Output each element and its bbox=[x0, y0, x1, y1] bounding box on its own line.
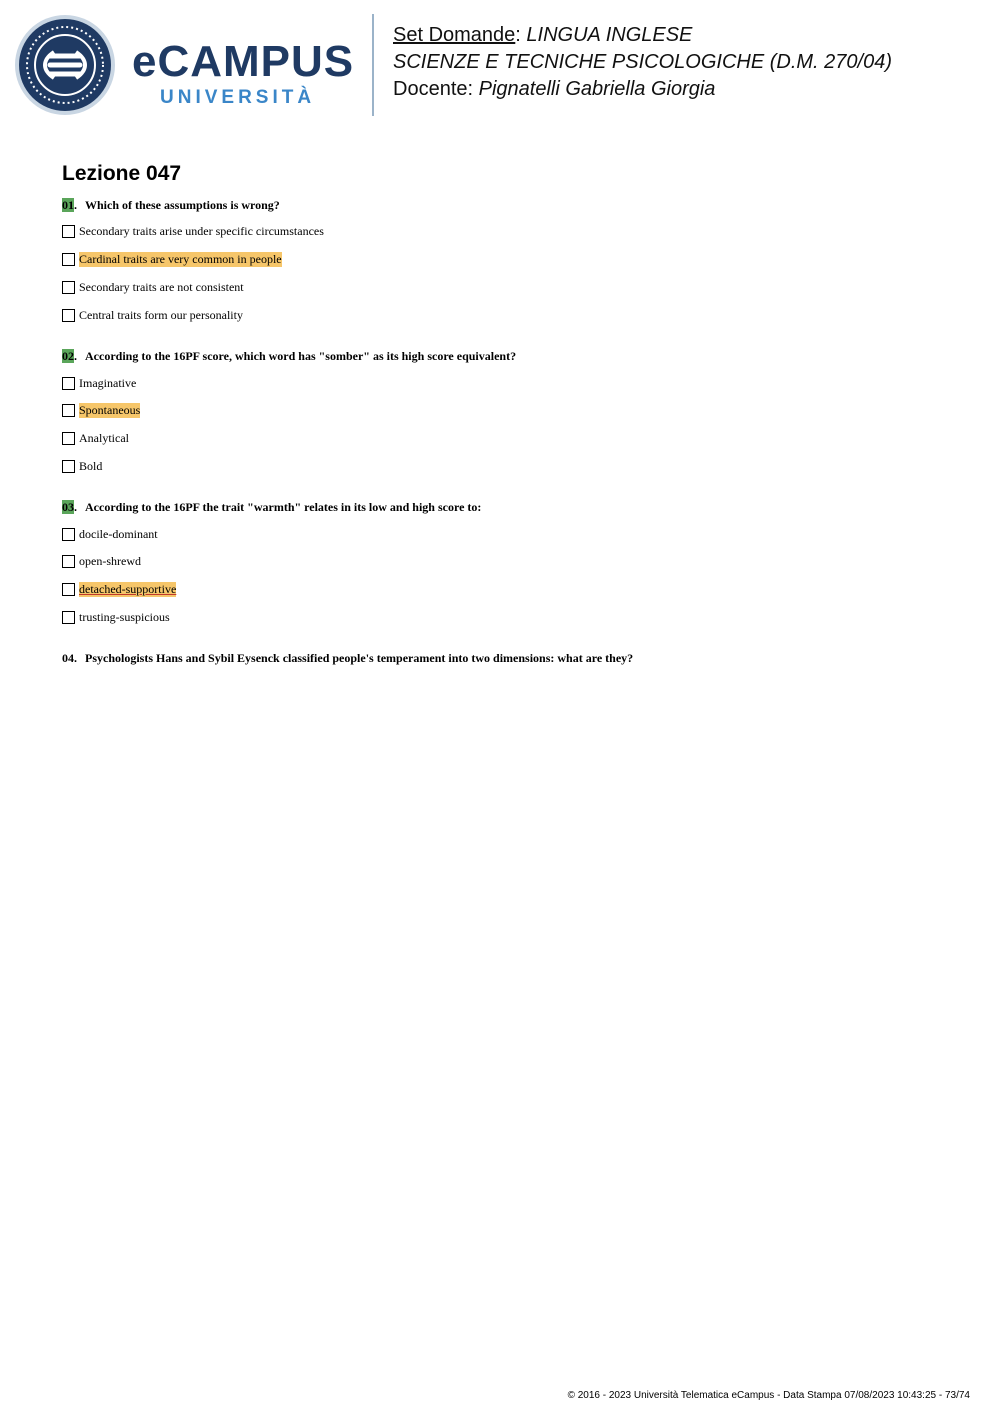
option[interactable] bbox=[62, 610, 170, 625]
option-label: Spontaneous bbox=[79, 403, 141, 417]
option-label: docile-dominant bbox=[79, 527, 158, 541]
option-highlighted[interactable] bbox=[62, 403, 140, 418]
option-highlighted[interactable] bbox=[62, 582, 176, 597]
checkbox[interactable] bbox=[62, 555, 75, 568]
question-04: 04. Psychologists Hans and Sybil Eysenck classified people's temperament into two dimensions: what are they? bbox=[62, 651, 634, 665]
logo-wordmark: eCAMPUS bbox=[132, 37, 355, 86]
set-value: LINGUA INGLESE bbox=[526, 24, 693, 46]
page-footer: © 2016 - 2023 Università Telematica eCampus - Data Stampa 07/08/2023 10:43:25 - 73/74 bbox=[567, 1390, 970, 1401]
checkbox[interactable] bbox=[62, 225, 75, 238]
checkbox[interactable] bbox=[62, 404, 75, 417]
set-label: Set Domande bbox=[393, 24, 516, 46]
checkbox[interactable] bbox=[62, 583, 75, 596]
question-02: 02. According to the 16PF score, which word has "somber" as its high score equivalent? bbox=[62, 349, 517, 363]
checkbox[interactable] bbox=[62, 281, 75, 294]
checkbox[interactable] bbox=[62, 460, 75, 473]
question-text: Which of these assumptions is wrong? bbox=[85, 198, 280, 212]
option-highlighted[interactable] bbox=[62, 252, 282, 267]
option[interactable] bbox=[62, 431, 129, 446]
option-label: Bold bbox=[79, 459, 103, 473]
question-01: 01. Which of these assumptions is wrong? bbox=[62, 198, 280, 212]
option-label: Imaginative bbox=[79, 376, 137, 390]
teacher-label: Docente: bbox=[393, 78, 474, 100]
question-number: 01 bbox=[62, 198, 74, 212]
teacher-name: Pignatelli Gabriella Giorgia bbox=[478, 78, 716, 100]
checkbox[interactable] bbox=[62, 432, 75, 445]
checkbox[interactable] bbox=[62, 377, 75, 390]
option[interactable] bbox=[62, 554, 141, 569]
question-number: 03 bbox=[62, 500, 74, 514]
lesson-title: Lezione 047 bbox=[62, 162, 182, 185]
option-label: detached-supportive bbox=[79, 582, 177, 596]
question-03: 03. According to the 16PF the trait "warmth" relates in its low and high score to: bbox=[62, 500, 482, 514]
option[interactable] bbox=[62, 280, 244, 295]
option[interactable] bbox=[62, 308, 243, 323]
option-label: open-shrewd bbox=[79, 554, 141, 568]
header-divider bbox=[372, 14, 374, 116]
option-label: Central traits form our personality bbox=[79, 308, 243, 322]
checkbox[interactable] bbox=[62, 253, 75, 266]
page-header bbox=[0, 0, 1000, 130]
option[interactable] bbox=[62, 224, 324, 239]
option[interactable] bbox=[62, 459, 102, 474]
checkbox[interactable] bbox=[62, 528, 75, 541]
question-number: 02 bbox=[62, 349, 74, 363]
option-label: Secondary traits arise under specific circumstances bbox=[79, 224, 324, 238]
question-text: According to the 16PF the trait "warmth" relates in its low and high score to: bbox=[85, 500, 482, 514]
question-text: According to the 16PF score, which word has "somber" as its high score equivalent? bbox=[85, 349, 517, 363]
option-label: Analytical bbox=[79, 431, 129, 445]
course-name: SCIENZE E TECNICHE PSICOLOGICHE (D.M. 270/04) bbox=[393, 51, 892, 73]
option-label: trusting-suspicious bbox=[79, 610, 170, 624]
option-label: Secondary traits are not consistent bbox=[79, 280, 244, 294]
logo-subtitle: UNIVERSITÀ bbox=[160, 87, 316, 108]
option[interactable] bbox=[62, 527, 158, 542]
question-number: 04 bbox=[62, 651, 74, 665]
header-info: Set Domande: LINGUA INGLESE SCIENZE E TECNICHE PSICOLOGICHE (D.M. 270/04) Docente: Pignatelli Gabriella Giorgia bbox=[393, 24, 892, 100]
checkbox[interactable] bbox=[62, 611, 75, 624]
checkbox[interactable] bbox=[62, 309, 75, 322]
question-text: Psychologists Hans and Sybil Eysenck classified people's temperament into two dimensions: what are they? bbox=[85, 651, 634, 665]
option[interactable] bbox=[62, 376, 136, 391]
option-label: Cardinal traits are very common in people bbox=[79, 252, 282, 266]
ecampus-seal-logo bbox=[14, 14, 116, 116]
